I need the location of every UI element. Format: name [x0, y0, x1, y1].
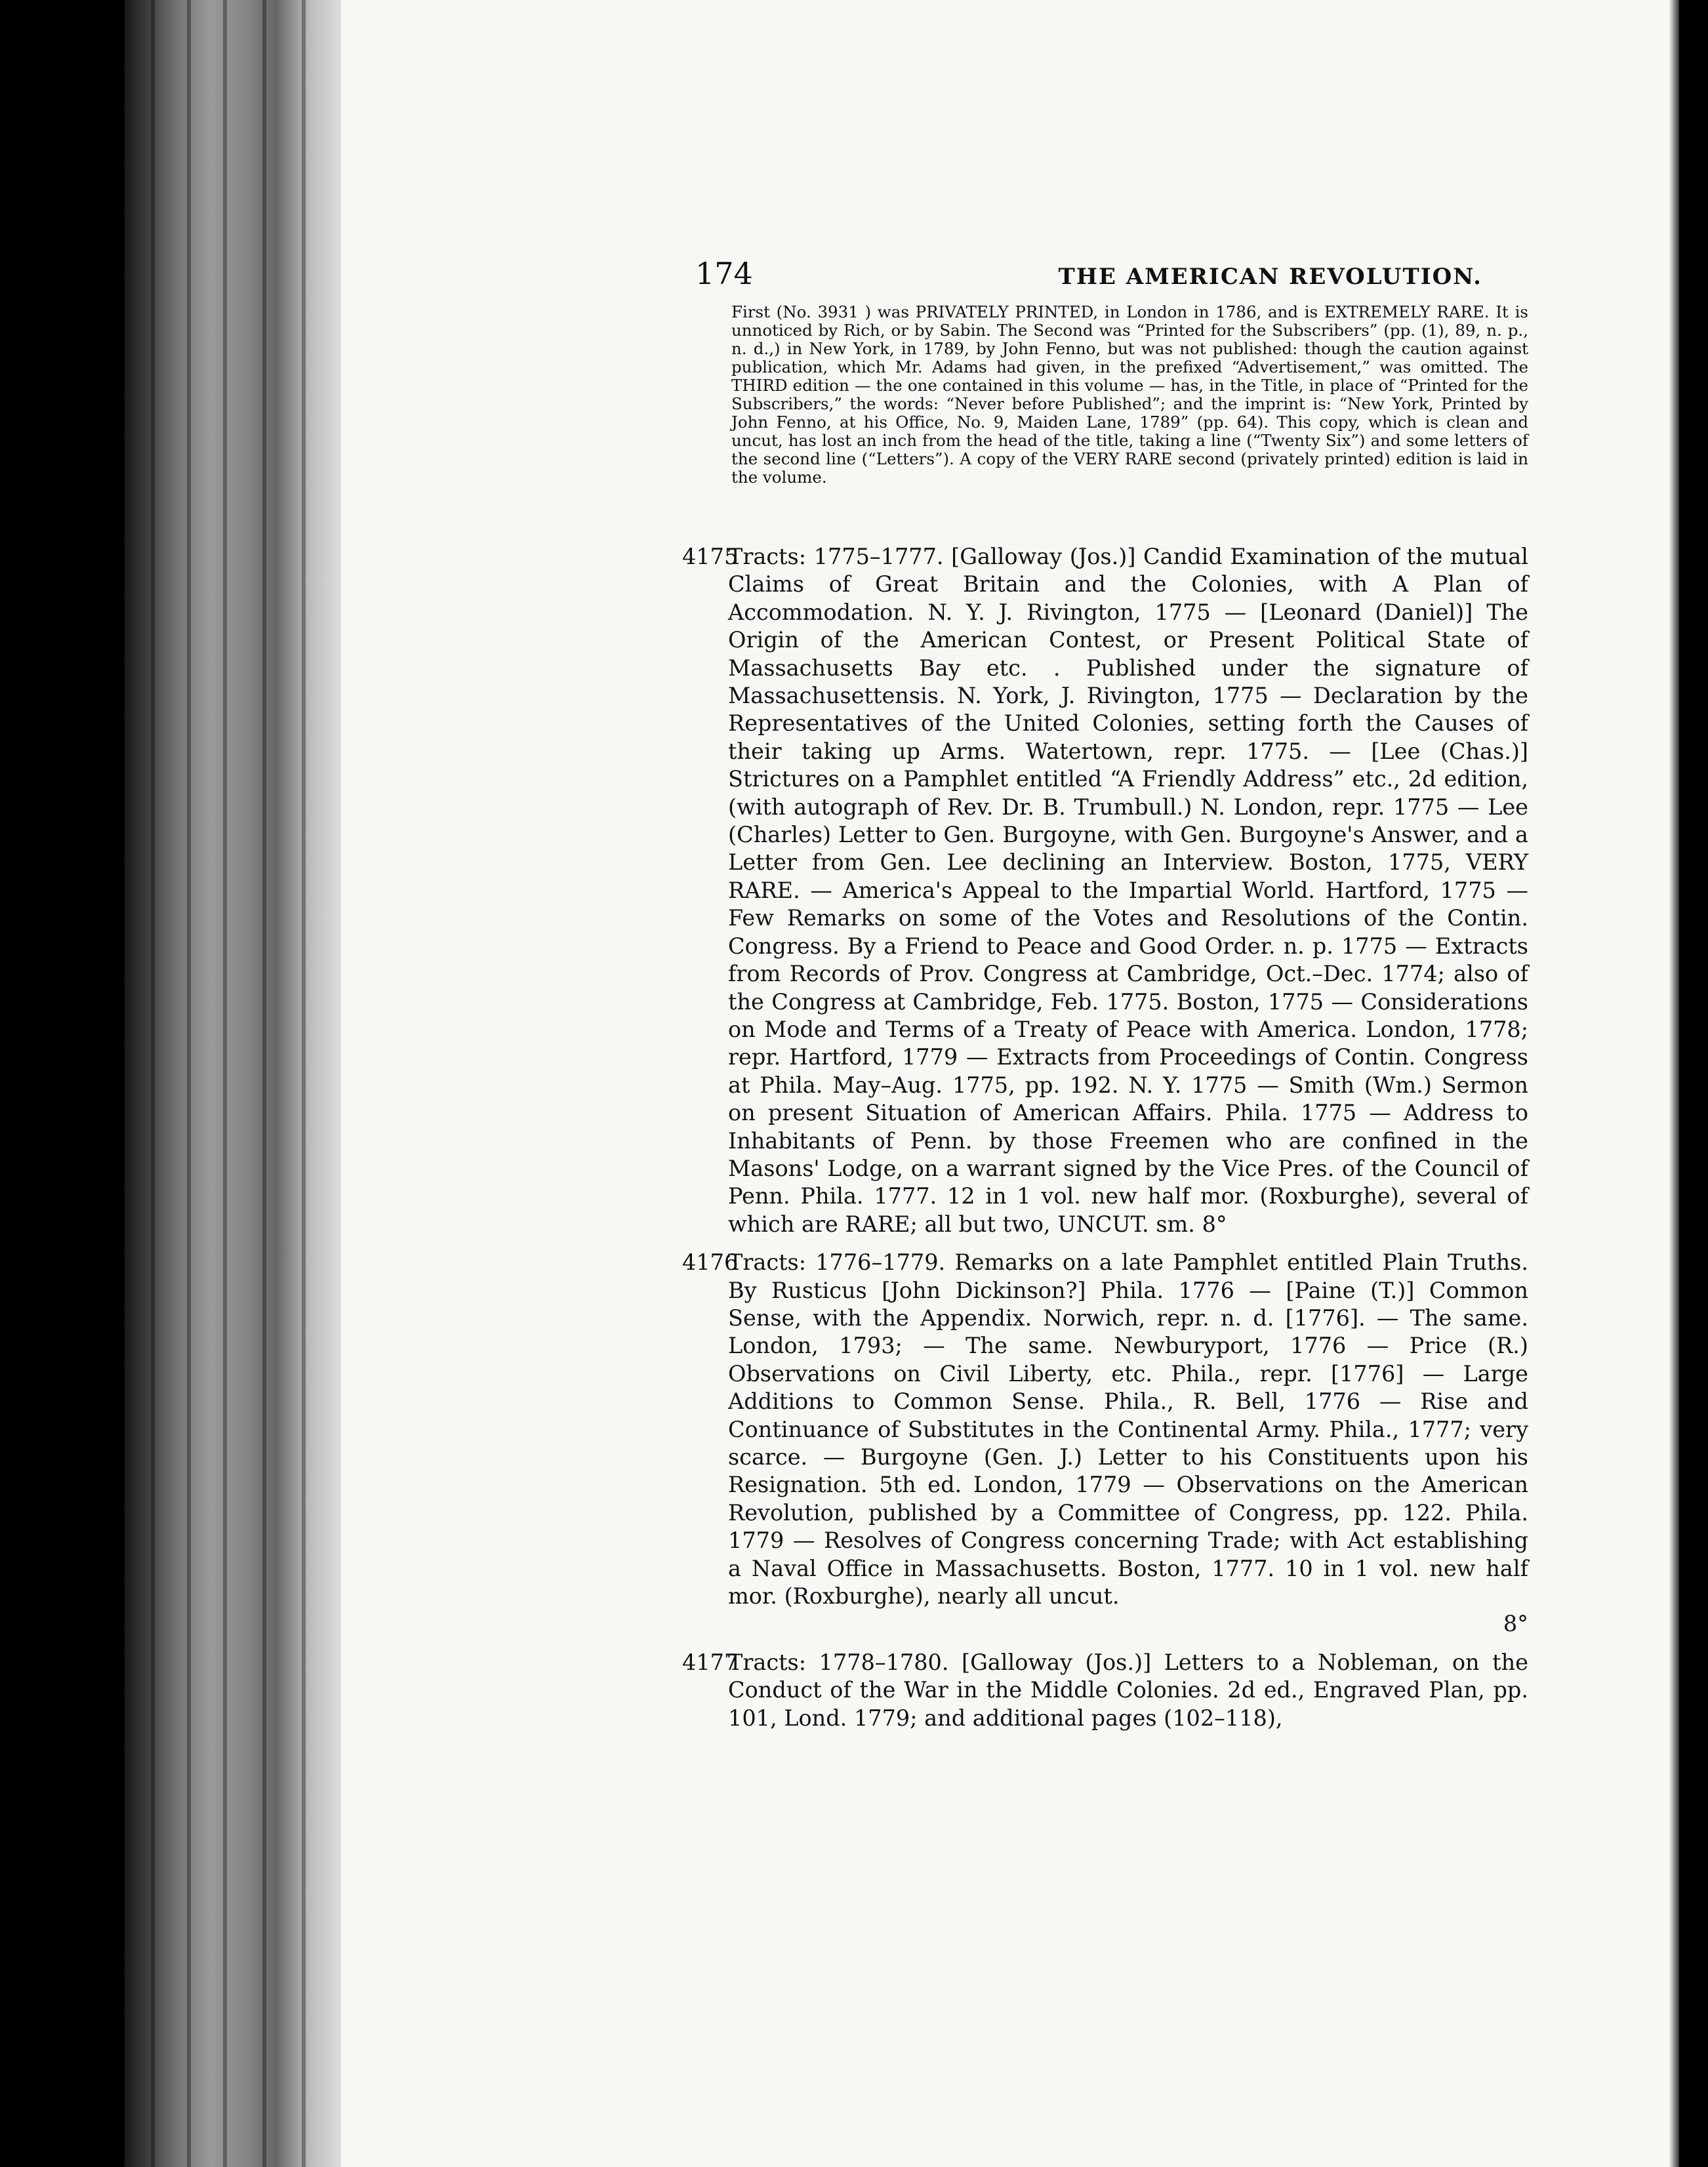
- entry-text: Tracts: 1778–1780. [Galloway (Jos.)] Letters to a Nobleman, on the Conduct of the War in the Middle Colonies. 2d ed., Engraved Plan, pp. 101, Lond. 1779; and additional pages (102–118),: [728, 1649, 1528, 1731]
- entry-number: 4175: [682, 544, 739, 569]
- entry-text: Tracts: 1776–1779. Remarks on a late Pamphlet entitled Plain Truths. By Rusticus [John Dickinson?] Phila. 1776 — [Paine (T.)] Common Sense, with the Appendix. Norwich, repr. n. d. [1776]. — The same. London, 1793; — The same. Newburyport, 1776 — Price (R.) Observations on Civil Liberty, etc. Phila., repr. [1776] — Large Additions to Common Sense. Phila., R. Bell, 1776 — Rise and Continuance of Substitutes in the Continental Army. Phila., 1777; very scarce. — Burgoyne (Gen. J.) Letter to his Constituents upon his Resignation. 5th ed. London, 1779 — Observations on the American Revolution, published by a Committee of Congress, pp. 122. Phila. 1779 — Resolves of Congress concerning Trade; with Act establishing a Naval Office in Massachusetts. Boston, 1777. 10 in 1 vol. new half mor. (Roxburghe), nearly all uncut.: [728, 1249, 1528, 1610]
- scan-border: [1679, 0, 1708, 2167]
- catalog-entries: [682, 543, 1528, 1743]
- catalog-entry: [682, 1649, 1528, 1732]
- entry-text: Tracts: 1775–1777. [Galloway (Jos.)] Candid Examination of the mutual Claims of Great Britain and the Colonies, with A Plan of Accommodation. N. Y. J. Rivington, 1775 — [Leonard (Daniel)] The Origin of the American Contest, or Present Political State of Massachusetts Bay etc. . Published under the signature of Massachusettensis. N. York, J. Rivington, 1775 — Declaration by the Representatives of the United Colonies, setting forth the Causes of their taking up Arms. Watertown, repr. 1775. — [Lee (Chas.)] Strictures on a Pamphlet entitled “A Friendly Address” etc., 2d edition, (with autograph of Rev. Dr. B. Trumbull.) N. London, repr. 1775 — Lee (Charles) Letter to Gen. Burgoyne, with Gen. Burgoyne's Answer, and a Letter from Gen. Lee declining an Interview. Boston, 1775, VERY RARE. — America's Appeal to the Impartial World. Hartford, 1775 — Few Remarks on some of the Votes and Resolutions of the Contin. Congress. By a Friend to Peace and Good Order. n. p. 1775 — Extracts from Records of Prov. Congress at Cambridge, Oct.–Dec. 1774; also of the Congress at Cambridge, Feb. 1775. Boston, 1775 — Considerations on Mode and Terms of a Treaty of Peace with America. London, 1778; repr. Hartford, 1779 — Extracts from Proceedings of Contin. Congress at Phila. May–Aug. 1775, pp. 192. N. Y. 1775 — Smith (Wm.) Sermon on present Situation of American Affairs. Phila. 1775 — Address to Inhabitants of Penn. by those Freemen who are confined in the Masons' Lodge, on a warrant signed by the Vice Pres. of the Council of Penn. Phila. 1777. 12 in 1 vol. new half mor. (Roxburghe), several of which are RARE; all but two, UNCUT. sm. 8°: [728, 544, 1528, 1237]
- entry-number: 4177: [682, 1649, 739, 1675]
- catalog-entry: [682, 1249, 1528, 1638]
- catalog-entry: [682, 543, 1528, 1238]
- entry-number: 4176: [682, 1249, 739, 1276]
- page-header: [695, 256, 1535, 295]
- format-size: 8°: [1503, 1611, 1528, 1637]
- page-number: 174: [695, 256, 753, 291]
- page-edge-shadow: [1669, 0, 1679, 2167]
- continued-note: [731, 303, 1528, 487]
- book-edge: [125, 0, 341, 2167]
- note-text: First (No. 3931 ) was PRIVATELY PRINTED, in London in 1786, and is EXTREMELY RARE. It is unnoticed by Rich, or by Sabin. The Second was “Printed for the Subscribers” (pp. (1), 89, n. p., n. d.,) in New York, in 1789, by John Fenno, but was not published: though the caution against publication, which Mr. Adams had given, in the prefixed “Advertisement,” was omitted. The THIRD edition — the one contained in this volume — has, in the Title, in place of “Printed for the Subscribers,” the words: “Never before Published”; and the imprint is: “New York, Printed by John Fenno, at his Office, No. 9, Maiden Lane, 1789” (pp. 64). This copy, which is clean and uncut, has lost an inch from the head of the title, taking a line (“Twenty Six”) and some letters of the second line (“Letters”). A copy of the VERY RARE second (privately printed) edition is laid in the volume.: [731, 302, 1528, 487]
- running-head: THE AMERICAN REVOLUTION.: [1058, 264, 1482, 290]
